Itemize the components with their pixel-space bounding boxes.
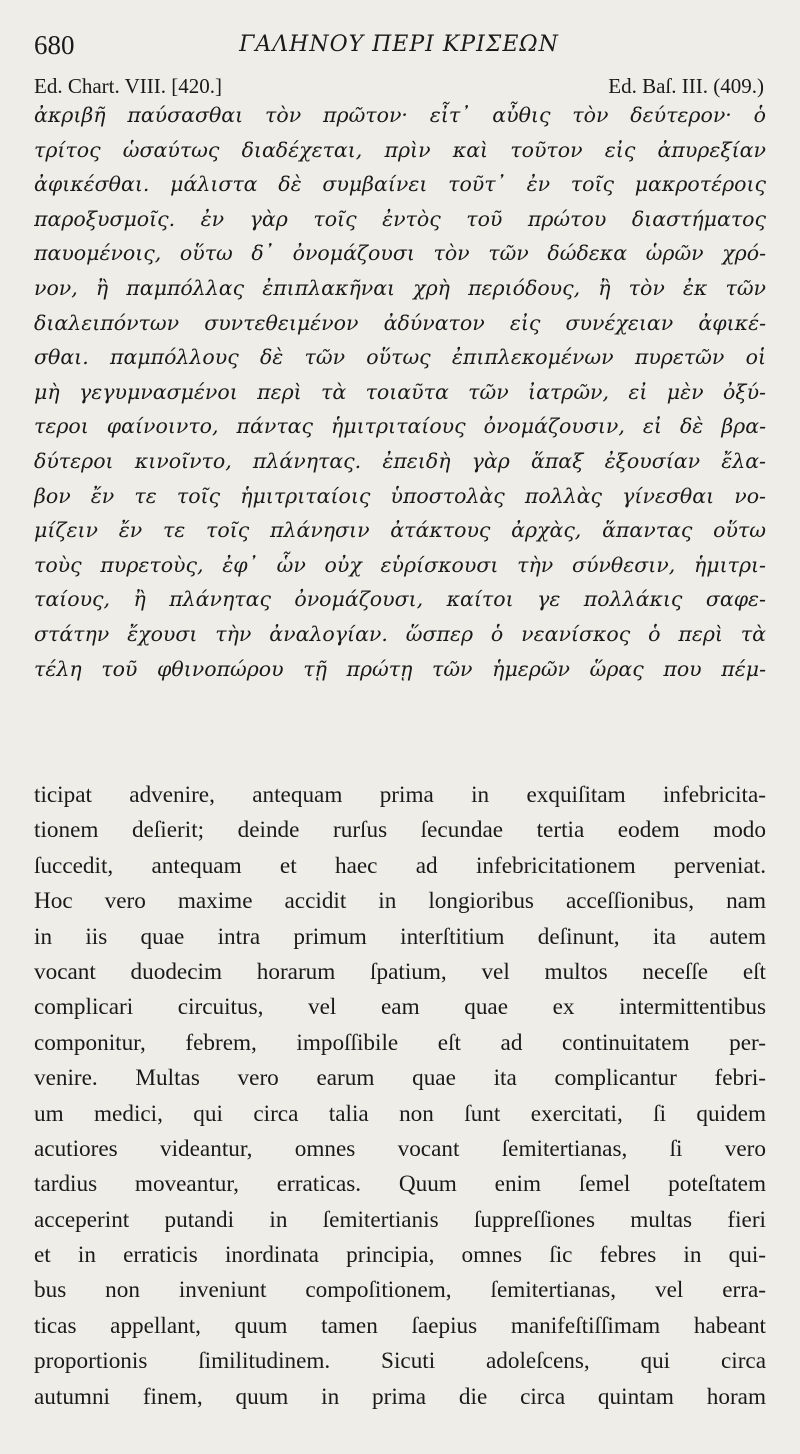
latin-text-line: complicari circuitus, vel eam quae ex intermittentibus <box>34 994 766 1021</box>
greek-text-line: δύτεροι κινοῖντο, πλάνητας. ἐπειδὴ γὰρ ἅπαξ ἐξουσίαν ἔλα- <box>34 448 766 473</box>
latin-text-line: et in erraticis inordinata principia, omnes ſic febres in qui- <box>34 1242 766 1269</box>
latin-text-line: proportionis ſimilitudinem. Sicuti adoleſcens, qui circa <box>34 1348 766 1375</box>
running-title: ΓΑΛΗΝΟΥ ΠΕΡΙ ΚΡΙΣΕΩΝ <box>239 32 559 57</box>
greek-text-block <box>34 98 766 686</box>
greek-text-line: νον, ἢ παμπόλλας ἐπιπλακῆναι χρὴ περιόδους, ἢ τὸν ἐκ τῶν <box>34 275 766 300</box>
greek-text-line: παυομένοις, οὕτω δ᾽ ὀνομάζουσι τὸν τῶν δώδεκα ὡρῶν χρό- <box>34 241 766 266</box>
latin-text-line: Hoc vero maxime accidit in longioribus acceſſionibus, nam <box>34 888 766 915</box>
greek-text-line: σθαι. παμπόλλους δὲ τῶν οὕτως ἐπιπλεκομένων πυρετῶν οἱ <box>34 345 766 370</box>
latin-text-line: um medici, qui circa talia non ſunt exercitati, ſi quidem <box>34 1100 766 1127</box>
greek-text-line: ταίους, ἢ πλάνητας ὀνομάζουσι, καίτοι γε πολλάκις σαφε- <box>34 587 766 612</box>
greek-text-line: τοὺς πυρετοὺς, ἐφ᾽ ὧν οὐχ εὑρίσκουσι τὴν σύνθεσιν, ἡμιτρι- <box>34 552 766 577</box>
latin-text-block <box>34 778 766 1415</box>
edition-basel: Ed. Baſ. III. (409.) <box>608 74 764 98</box>
latin-text-line: ticas appellant, quum tamen ſaepius manifeſtiſſimam habeant <box>34 1312 766 1339</box>
greek-text-line: διαλειπόντων συντεθειμένον ἀδύνατον εἰς συνέχειαν ἀφικέ- <box>34 310 766 335</box>
greek-text-line: βον ἔν τε τοῖς ἡμιτριταίοις ὑποστολὰς πολλὰς γίνεσθαι νο- <box>34 483 766 508</box>
greek-text-line: τέλη τοῦ φθινοπώρου τῇ πρώτῃ τῶν ἡμερῶν ὥρας που πέμ- <box>34 656 766 681</box>
latin-text-line: venire. Multas vero earum quae ita complicantur febri- <box>34 1065 766 1092</box>
page-number: 680 <box>34 30 75 60</box>
latin-text-line: tionem deſierit; deinde rurſus ſecundae tertia eodem modo <box>34 817 766 844</box>
greek-text-line: στάτην ἔχουσι τὴν ἀναλογίαν. ὥσπερ ὁ νεανίσκος ὁ περὶ τὰ <box>34 621 766 646</box>
edition-chartier: Ed. Chart. VIII. [420.] <box>34 74 222 98</box>
latin-text-line: bus non inveniunt compoſitionem, ſemitertianas, vel erra- <box>34 1277 766 1304</box>
greek-text-line: ἀκριβῆ παύσασθαι τὸν πρῶτον· εἶτ᾽ αὖθις τὸν δεύτερον· ὁ <box>34 103 766 127</box>
greek-text-line: ἀφικέσθαι. μάλιστα δὲ συμβαίνει τοῦτ᾽ ἐν τοῖς μακροτέροις <box>34 172 766 197</box>
latin-text-line: acutiores videantur, omnes vocant ſemitertianas, ſi vero <box>34 1135 766 1162</box>
greek-text-line: μίζειν ἔν τε τοῖς πλάνησιν ἀτάκτους ἀρχὰς, ἅπαντας οὕτω <box>34 518 766 543</box>
page-header <box>34 30 764 62</box>
latin-text-line: in iis quae intra primum interſtitium deſinunt, ita autem <box>34 923 766 950</box>
latin-text-line: ticipat advenire, antequam prima in exquiſitam infebricita- <box>34 782 766 808</box>
latin-text-line: componitur, febrem, impoſſibile eſt ad continuitatem per- <box>34 1029 766 1056</box>
greek-text-line: μὴ γεγυμνασμένοι περὶ τὰ τοιαῦτα τῶν ἰατρῶν, εἰ μὲν ὀξύ- <box>34 379 766 404</box>
latin-text-line: autumni finem, quum in prima die circa quintam horam <box>34 1383 766 1410</box>
greek-text-line: τεροι φαίνοιντο, πάντας ἡμιτριταίους ὀνομάζουσιν, εἰ δὲ βρα- <box>34 414 766 439</box>
latin-text-line: vocant duodecim horarum ſpatium, vel multos neceſſe eſt <box>34 958 766 985</box>
greek-text-line: παροξυσμοῖς. ἐν γὰρ τοῖς ἐντὸς τοῦ πρώτου διαστήματος <box>34 206 766 231</box>
greek-text-line: τρίτος ὡσαύτως διαδέχεται, πρὶν καὶ τοῦτον εἰς ἀπυρεξίαν <box>34 137 766 162</box>
latin-text-line: ſuccedit, antequam et haec ad infebricitationem perveniat. <box>34 852 766 879</box>
latin-text-line: tardius moveantur, erraticas. Quum enim ſemel poteſtatem <box>34 1171 766 1198</box>
latin-text-line: acceperint putandi in ſemitertianis ſuppreſſiones multas fieri <box>34 1206 766 1233</box>
